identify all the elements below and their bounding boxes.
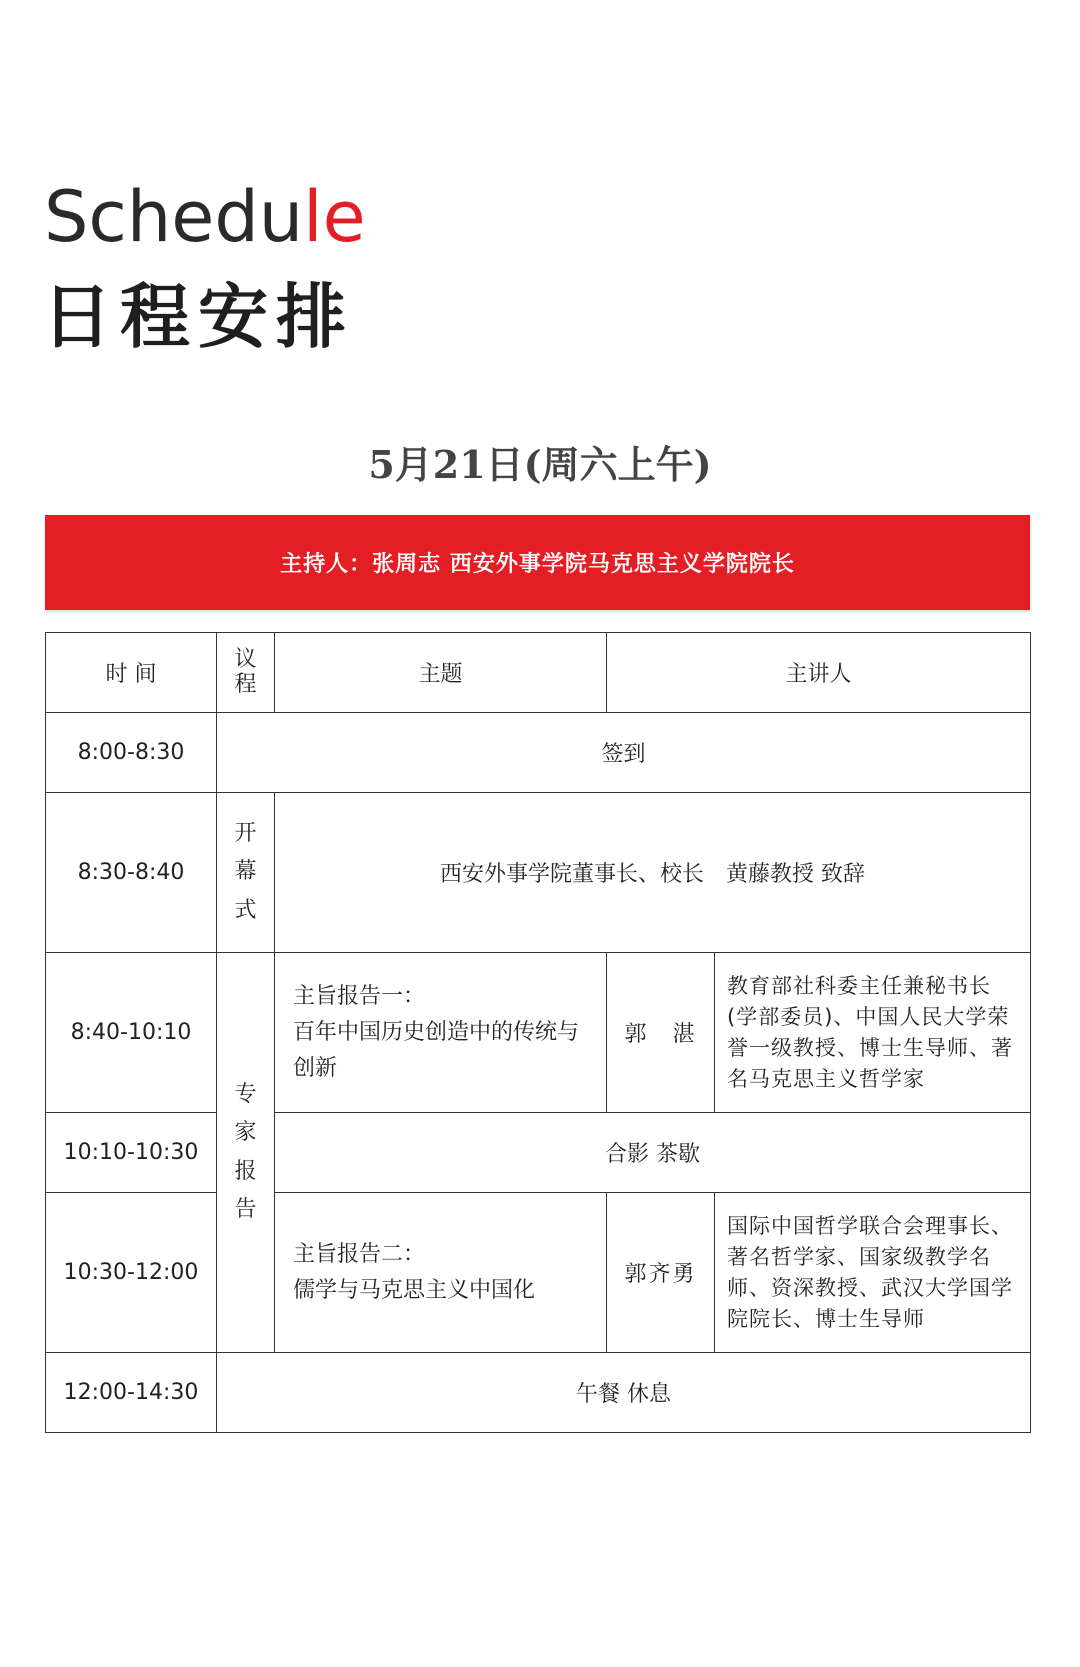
- table-row-keynote2: [46, 1193, 1031, 1353]
- title-chinese: 日程安排: [42, 276, 354, 358]
- header-speaker: 主讲人: [607, 633, 1031, 713]
- speaker-cell-keynote1: 郭 湛: [607, 953, 715, 1113]
- table-row-checkin: [46, 713, 1031, 793]
- table-row-break: [46, 1113, 1031, 1193]
- agenda-cell-expert: 专家报告: [217, 953, 275, 1353]
- host-bar: [45, 515, 1030, 610]
- time-cell: 8:30-8:40: [46, 793, 217, 953]
- header-time: 时 间: [46, 633, 217, 713]
- time-cell: 8:00-8:30: [46, 713, 217, 793]
- header-topic: 主题: [275, 633, 607, 713]
- topic-label: 主旨报告二：: [293, 1241, 426, 1267]
- speaker-cell-keynote2: 郭齐勇: [607, 1193, 715, 1353]
- topic-title: 儒学与马克思主义中国化: [293, 1277, 536, 1303]
- opening-content-cell: 西安外事学院董事长、校长 黄藤教授 致辞: [275, 793, 1031, 953]
- time-cell: 10:10-10:30: [46, 1113, 217, 1193]
- table-row-keynote1: [46, 953, 1031, 1113]
- date-title: 5月21日(周六上午): [368, 442, 712, 487]
- topic-cell-keynote1: [275, 953, 607, 1113]
- topic-title: 百年中国历史创造中的传统与创新: [293, 1019, 580, 1081]
- title-english-accent: le: [303, 176, 366, 258]
- table-header-row: [46, 633, 1031, 713]
- host-text: 主持人：张周志 西安外事学院马克思主义学院院长: [280, 552, 795, 577]
- speaker-description-keynote1: 教育部社科委主任兼秘书长(学部委员)、中国人民大学荣誉一级教授、博士生导师、著名马克思主义哲学家: [715, 953, 1031, 1113]
- title-english-main: Schedu: [44, 176, 304, 258]
- speaker-description-keynote2: 国际中国哲学联合会理事长、著名哲学家、国家级教学名师、资深教授、武汉大学国学院院长、博士生导师: [715, 1193, 1031, 1353]
- title-english: [44, 172, 366, 262]
- topic-cell-keynote2: [275, 1193, 607, 1353]
- lunch-cell: 午餐 休息: [217, 1353, 1031, 1433]
- table-row-opening: [46, 793, 1031, 953]
- topic-label: 主旨报告一：: [293, 983, 426, 1009]
- time-cell: 8:40-10:10: [46, 953, 217, 1113]
- time-cell: 10:30-12:00: [46, 1193, 217, 1353]
- agenda-cell-opening: 开幕式: [217, 793, 275, 953]
- break-cell: 合影 茶歇: [275, 1113, 1031, 1193]
- table-row-lunch: [46, 1353, 1031, 1433]
- header-agenda: 议程: [217, 633, 275, 713]
- time-cell: 12:00-14:30: [46, 1353, 217, 1433]
- schedule-table: [45, 632, 1031, 1433]
- checkin-cell: 签到: [217, 713, 1031, 793]
